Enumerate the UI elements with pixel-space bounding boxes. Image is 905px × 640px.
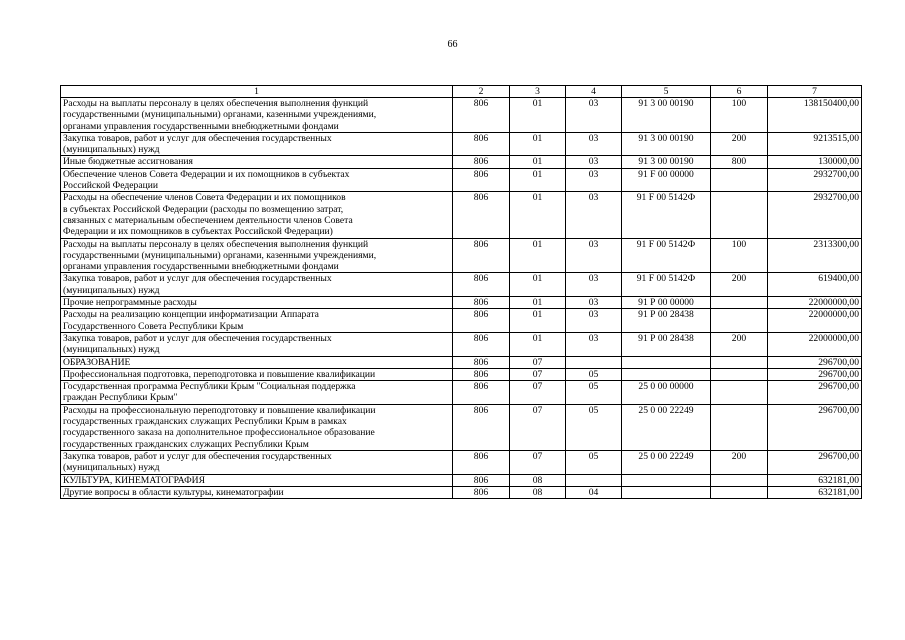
admin-code-cell: 806 — [453, 368, 510, 380]
section-code-cell: 07 — [510, 381, 566, 405]
section-code-cell: 07 — [510, 368, 566, 380]
description-line: Российской Федерации — [63, 180, 158, 192]
section-code-cell: 01 — [510, 273, 566, 297]
target-article-cell: 91 3 00 00190 — [622, 98, 711, 133]
description-line: ОБРАЗОВАНИЕ — [63, 356, 131, 368]
description-line: Федерации и их помощников в субъектах Российской Федерации) — [63, 226, 333, 238]
target-article-cell — [622, 474, 711, 486]
table-row — [61, 474, 862, 486]
description-line: Расходы на обеспечение членов Совета Федерации и их помощников — [63, 192, 346, 204]
table-row — [61, 168, 862, 192]
row-description — [61, 192, 453, 238]
section-code-cell: 01 — [510, 132, 566, 156]
row-description — [61, 156, 453, 168]
description-line: граждан Республики Крым" — [63, 392, 178, 404]
section-code-cell: 07 — [510, 450, 566, 474]
row-description — [61, 474, 453, 486]
expense-type-cell: 200 — [711, 273, 768, 297]
subsection-code-cell: 03 — [566, 309, 622, 333]
amount-cell: 632181,00 — [768, 486, 862, 498]
description-line: (муниципальных) нужд — [63, 462, 160, 474]
expense-type-cell — [711, 192, 768, 238]
table-row — [61, 132, 862, 156]
admin-code-cell: 806 — [453, 132, 510, 156]
admin-code-cell: 806 — [453, 98, 510, 133]
row-description — [61, 168, 453, 192]
description-line: органами управления государственными внебюджетными фондами — [63, 120, 339, 132]
subsection-code-cell: 03 — [566, 238, 622, 273]
description-line: Профессиональная подготовка, переподготовка и повышение квалификации — [63, 368, 376, 380]
target-article-cell: 91 3 00 00190 — [622, 132, 711, 156]
row-description — [61, 309, 453, 333]
amount-cell: 9213515,00 — [768, 132, 862, 156]
description-line: Расходы на реализацию концепции информатизации Аппарата — [63, 309, 319, 321]
table-header-row — [61, 86, 862, 98]
row-description — [61, 238, 453, 273]
amount-cell: 2313300,00 — [768, 238, 862, 273]
row-description — [61, 273, 453, 297]
amount-cell: 2932700,00 — [768, 192, 862, 238]
expense-type-cell: 200 — [711, 332, 768, 356]
expense-type-cell: 200 — [711, 132, 768, 156]
description-line: в субъектах Российской Федерации (расходы по возмещению затрат, — [63, 203, 344, 215]
target-article-cell: 91 Р 00 28438 — [622, 309, 711, 333]
admin-code-cell: 806 — [453, 297, 510, 309]
amount-cell: 22000000,00 — [768, 297, 862, 309]
target-article-cell: 25 0 00 22249 — [622, 450, 711, 474]
amount-cell: 619400,00 — [768, 273, 862, 297]
header-cell: 3 — [510, 86, 566, 98]
table-row — [61, 297, 862, 309]
table-row — [61, 273, 862, 297]
section-code-cell: 01 — [510, 168, 566, 192]
expense-type-cell — [711, 297, 768, 309]
table-row — [61, 98, 862, 133]
subsection-code-cell: 03 — [566, 168, 622, 192]
subsection-code-cell: 03 — [566, 297, 622, 309]
subsection-code-cell: 04 — [566, 486, 622, 498]
target-article-cell: 91 Р 00 00000 — [622, 297, 711, 309]
admin-code-cell: 806 — [453, 238, 510, 273]
description-line: Закупка товаров, работ и услуг для обеспечения государственных — [63, 332, 332, 344]
row-description — [61, 98, 453, 133]
table-row — [61, 156, 862, 168]
amount-cell: 296700,00 — [768, 356, 862, 368]
expense-type-cell — [711, 486, 768, 498]
subsection-code-cell: 03 — [566, 192, 622, 238]
description-line: Закупка товаров, работ и услуг для обеспечения государственных — [63, 273, 332, 285]
description-line: Иные бюджетные ассигнования — [63, 156, 193, 168]
target-article-cell: 91 Р 00 28438 — [622, 332, 711, 356]
section-code-cell: 01 — [510, 98, 566, 133]
admin-code-cell: 806 — [453, 168, 510, 192]
admin-code-cell: 806 — [453, 156, 510, 168]
amount-cell: 296700,00 — [768, 368, 862, 380]
subsection-code-cell: 05 — [566, 368, 622, 380]
table-row — [61, 486, 862, 498]
expense-type-cell — [711, 309, 768, 333]
table-row — [61, 238, 862, 273]
table-row — [61, 332, 862, 356]
section-code-cell: 01 — [510, 156, 566, 168]
section-code-cell: 01 — [510, 192, 566, 238]
admin-code-cell: 806 — [453, 486, 510, 498]
amount-cell: 2932700,00 — [768, 168, 862, 192]
subsection-code-cell — [566, 474, 622, 486]
target-article-cell: 91 3 00 00190 — [622, 156, 711, 168]
table-row — [61, 309, 862, 333]
section-code-cell: 01 — [510, 238, 566, 273]
header-cell: 2 — [453, 86, 510, 98]
expense-type-cell — [711, 381, 768, 405]
row-description — [61, 368, 453, 380]
header-cell: 6 — [711, 86, 768, 98]
description-line: (муниципальных) нужд — [63, 144, 160, 156]
row-description — [61, 332, 453, 356]
expense-type-cell — [711, 404, 768, 450]
expense-type-cell — [711, 474, 768, 486]
target-article-cell: 91 F 00 5142Ф — [622, 192, 711, 238]
target-article-cell: 91 F 00 00000 — [622, 168, 711, 192]
admin-code-cell: 806 — [453, 192, 510, 238]
admin-code-cell: 806 — [453, 309, 510, 333]
section-code-cell: 08 — [510, 474, 566, 486]
description-line: Государственная программа Республики Крым "Социальная поддержка — [63, 381, 356, 393]
expense-type-cell: 800 — [711, 156, 768, 168]
description-line: государственного заказа на дополнительное профессиональное образование — [63, 427, 375, 439]
header-cell: 4 — [566, 86, 622, 98]
subsection-code-cell: 03 — [566, 273, 622, 297]
table-row — [61, 356, 862, 368]
description-line: Закупка товаров, работ и услуг для обеспечения государственных — [63, 450, 332, 462]
admin-code-cell: 806 — [453, 332, 510, 356]
target-article-cell — [622, 368, 711, 380]
description-line: Расходы на выплаты персоналу в целях обеспечения выполнения функций — [63, 238, 369, 250]
row-description — [61, 381, 453, 405]
description-line: государственных гражданских служащих Республики Крым — [63, 438, 309, 450]
subsection-code-cell: 05 — [566, 404, 622, 450]
table-row — [61, 404, 862, 450]
amount-cell: 138150400,00 — [768, 98, 862, 133]
subsection-code-cell — [566, 356, 622, 368]
expense-type-cell: 200 — [711, 450, 768, 474]
description-line: Прочие непрограммные расходы — [63, 297, 197, 309]
admin-code-cell: 806 — [453, 450, 510, 474]
header-cell: 7 — [768, 86, 862, 98]
expense-type-cell: 100 — [711, 98, 768, 133]
target-article-cell — [622, 356, 711, 368]
target-article-cell: 25 0 00 00000 — [622, 381, 711, 405]
row-description — [61, 132, 453, 156]
subsection-code-cell: 03 — [566, 132, 622, 156]
section-code-cell: 01 — [510, 297, 566, 309]
subsection-code-cell: 03 — [566, 332, 622, 356]
description-line: государственных гражданских служащих Республики Крым в рамках — [63, 416, 347, 428]
amount-cell: 22000000,00 — [768, 332, 862, 356]
target-article-cell: 25 0 00 22249 — [622, 404, 711, 450]
admin-code-cell: 806 — [453, 273, 510, 297]
target-article-cell: 91 F 00 5142Ф — [622, 238, 711, 273]
description-line: (муниципальных) нужд — [63, 344, 160, 356]
section-code-cell: 08 — [510, 486, 566, 498]
amount-cell: 632181,00 — [768, 474, 862, 486]
admin-code-cell: 806 — [453, 474, 510, 486]
description-line: государственными (муниципальными) органами, казенными учреждениями, — [63, 109, 377, 121]
expense-type-cell — [711, 356, 768, 368]
description-line: связанных с материальным обеспечением деятельности членов Совета — [63, 214, 353, 226]
budget-table — [60, 85, 862, 499]
target-article-cell — [622, 486, 711, 498]
table-row — [61, 450, 862, 474]
description-line: Другие вопросы в области культуры, кинематографии — [63, 486, 284, 498]
table-row — [61, 192, 862, 238]
subsection-code-cell: 03 — [566, 156, 622, 168]
description-line: органами управления государственными внебюджетными фондами — [63, 261, 339, 273]
header-cell: 5 — [622, 86, 711, 98]
expense-type-cell: 100 — [711, 238, 768, 273]
row-description — [61, 404, 453, 450]
expense-type-cell — [711, 168, 768, 192]
amount-cell: 296700,00 — [768, 404, 862, 450]
row-description — [61, 297, 453, 309]
description-line: (муниципальных) нужд — [63, 284, 160, 296]
expense-type-cell — [711, 368, 768, 380]
subsection-code-cell: 05 — [566, 450, 622, 474]
subsection-code-cell: 03 — [566, 98, 622, 133]
admin-code-cell: 806 — [453, 356, 510, 368]
admin-code-cell: 806 — [453, 381, 510, 405]
description-line: Расходы на выплаты персоналу в целях обеспечения выполнения функций — [63, 98, 369, 109]
amount-cell: 296700,00 — [768, 450, 862, 474]
description-line: Обеспечение членов Совета Федерации и их помощников в субъектах — [63, 168, 350, 180]
target-article-cell: 91 F 00 5142Ф — [622, 273, 711, 297]
amount-cell: 22000000,00 — [768, 309, 862, 333]
description-line: КУЛЬТУРА, КИНЕМАТОГРАФИЯ — [63, 474, 205, 486]
description-line: Государственного Совета Республики Крым — [63, 320, 244, 332]
row-description — [61, 356, 453, 368]
section-code-cell: 07 — [510, 356, 566, 368]
row-description — [61, 486, 453, 498]
amount-cell: 296700,00 — [768, 381, 862, 405]
description-line: государственными (муниципальными) органами, казенными учреждениями, — [63, 249, 377, 261]
amount-cell: 130000,00 — [768, 156, 862, 168]
subsection-code-cell: 05 — [566, 381, 622, 405]
table-row — [61, 368, 862, 380]
description-line: Закупка товаров, работ и услуг для обеспечения государственных — [63, 132, 332, 144]
header-cell: 1 — [61, 86, 453, 98]
description-line: Расходы на профессиональную переподготовку и повышение квалификации — [63, 404, 376, 416]
page-number: 66 — [447, 39, 458, 50]
section-code-cell: 01 — [510, 309, 566, 333]
table-row — [61, 381, 862, 405]
row-description — [61, 450, 453, 474]
section-code-cell: 01 — [510, 332, 566, 356]
section-code-cell: 07 — [510, 404, 566, 450]
admin-code-cell: 806 — [453, 404, 510, 450]
